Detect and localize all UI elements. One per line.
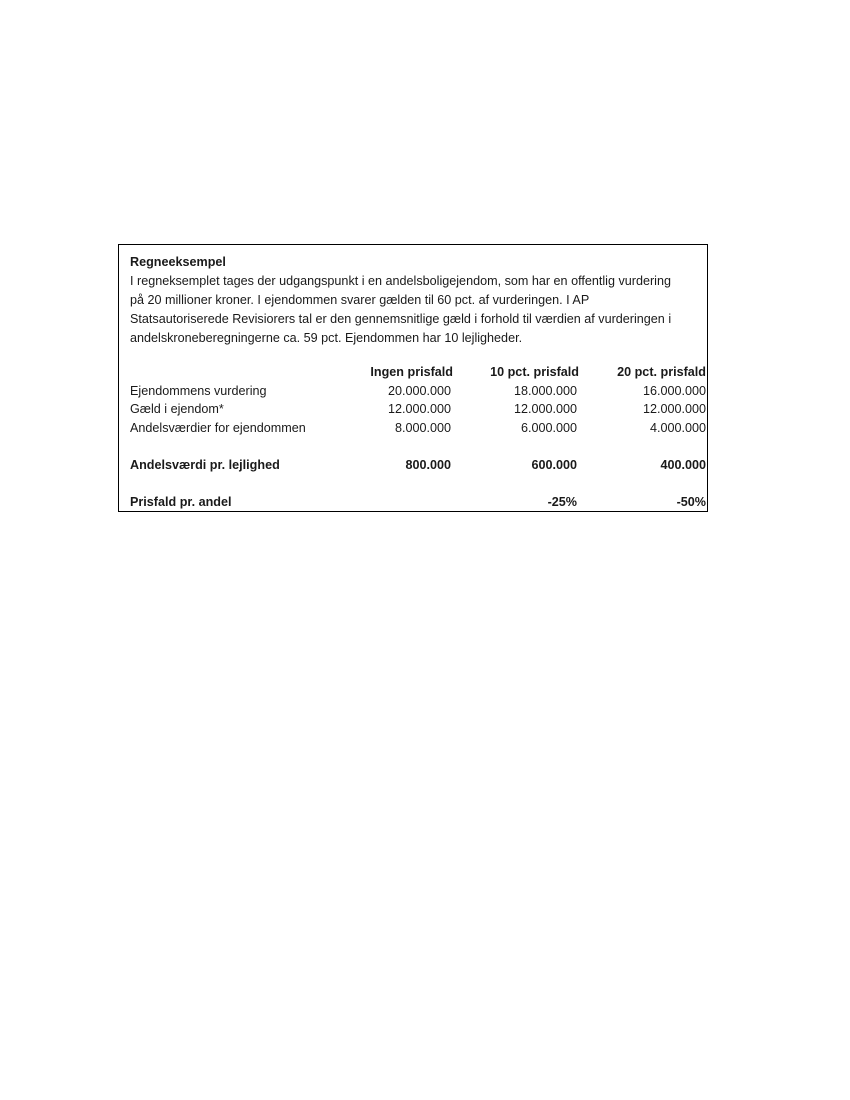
cell-value: 20.000.000 [387, 383, 451, 398]
header-blank [130, 363, 356, 382]
cell-value [356, 493, 453, 512]
cell-value: 4.000.000 [649, 421, 706, 436]
price-drop-row [130, 493, 706, 512]
cell-value: 6.000.000 [520, 421, 577, 436]
cell-value: 16.000.000 [642, 383, 706, 398]
spacer-row [130, 475, 706, 494]
cell-value: -25% [547, 495, 577, 510]
row-label: Prisfald pr. andel [130, 495, 232, 510]
table-row [130, 382, 706, 401]
header-10-pct-price-drop: 10 pct. prisfald [490, 365, 579, 380]
intro-line: I regneksemplet tages der udgangspunkt i en andelsboligejendom, som har en offentlig vurdering [130, 274, 671, 288]
cell-value: 600.000 [531, 458, 577, 473]
spacer-row [130, 437, 706, 456]
row-label: Andelsværdi pr. lejlighed [130, 458, 280, 473]
cell-value: 18.000.000 [513, 383, 577, 398]
box-title: Regneeksempel [130, 255, 226, 269]
cell-value: 12.000.000 [513, 402, 577, 417]
header-no-price-drop: Ingen prisfald [370, 365, 453, 380]
table-row [130, 419, 706, 438]
per-apartment-row [130, 456, 706, 475]
header-20-pct-price-drop: 20 pct. prisfald [617, 365, 706, 380]
cell-value: 400.000 [660, 458, 706, 473]
calculation-table [130, 363, 706, 512]
row-label: Andelsværdier for ejendommen [130, 421, 306, 436]
cell-value: 8.000.000 [394, 421, 451, 436]
table-header-row [130, 363, 706, 382]
cell-value: -50% [676, 495, 706, 510]
row-label: Gæld i ejendom* [130, 402, 224, 417]
calculation-example-box [118, 244, 708, 512]
intro-line: andelskroneberegningerne ca. 59 pct. Ejendommen har 10 lejligheder. [130, 331, 523, 345]
cell-value: 12.000.000 [387, 402, 451, 417]
table-row [130, 400, 706, 419]
intro-line: Statsautoriserede Revisiorers tal er den gennemsnitlige gæld i forhold til værdien af vurderingen i [130, 312, 672, 326]
intro-line: på 20 millioner kroner. I ejendommen svarer gælden til 60 pct. af vurderingen. I AP [130, 293, 590, 307]
row-label: Ejendommens vurdering [130, 383, 267, 398]
intro-paragraph [130, 272, 700, 348]
cell-value: 800.000 [405, 458, 451, 473]
cell-value: 12.000.000 [642, 402, 706, 417]
